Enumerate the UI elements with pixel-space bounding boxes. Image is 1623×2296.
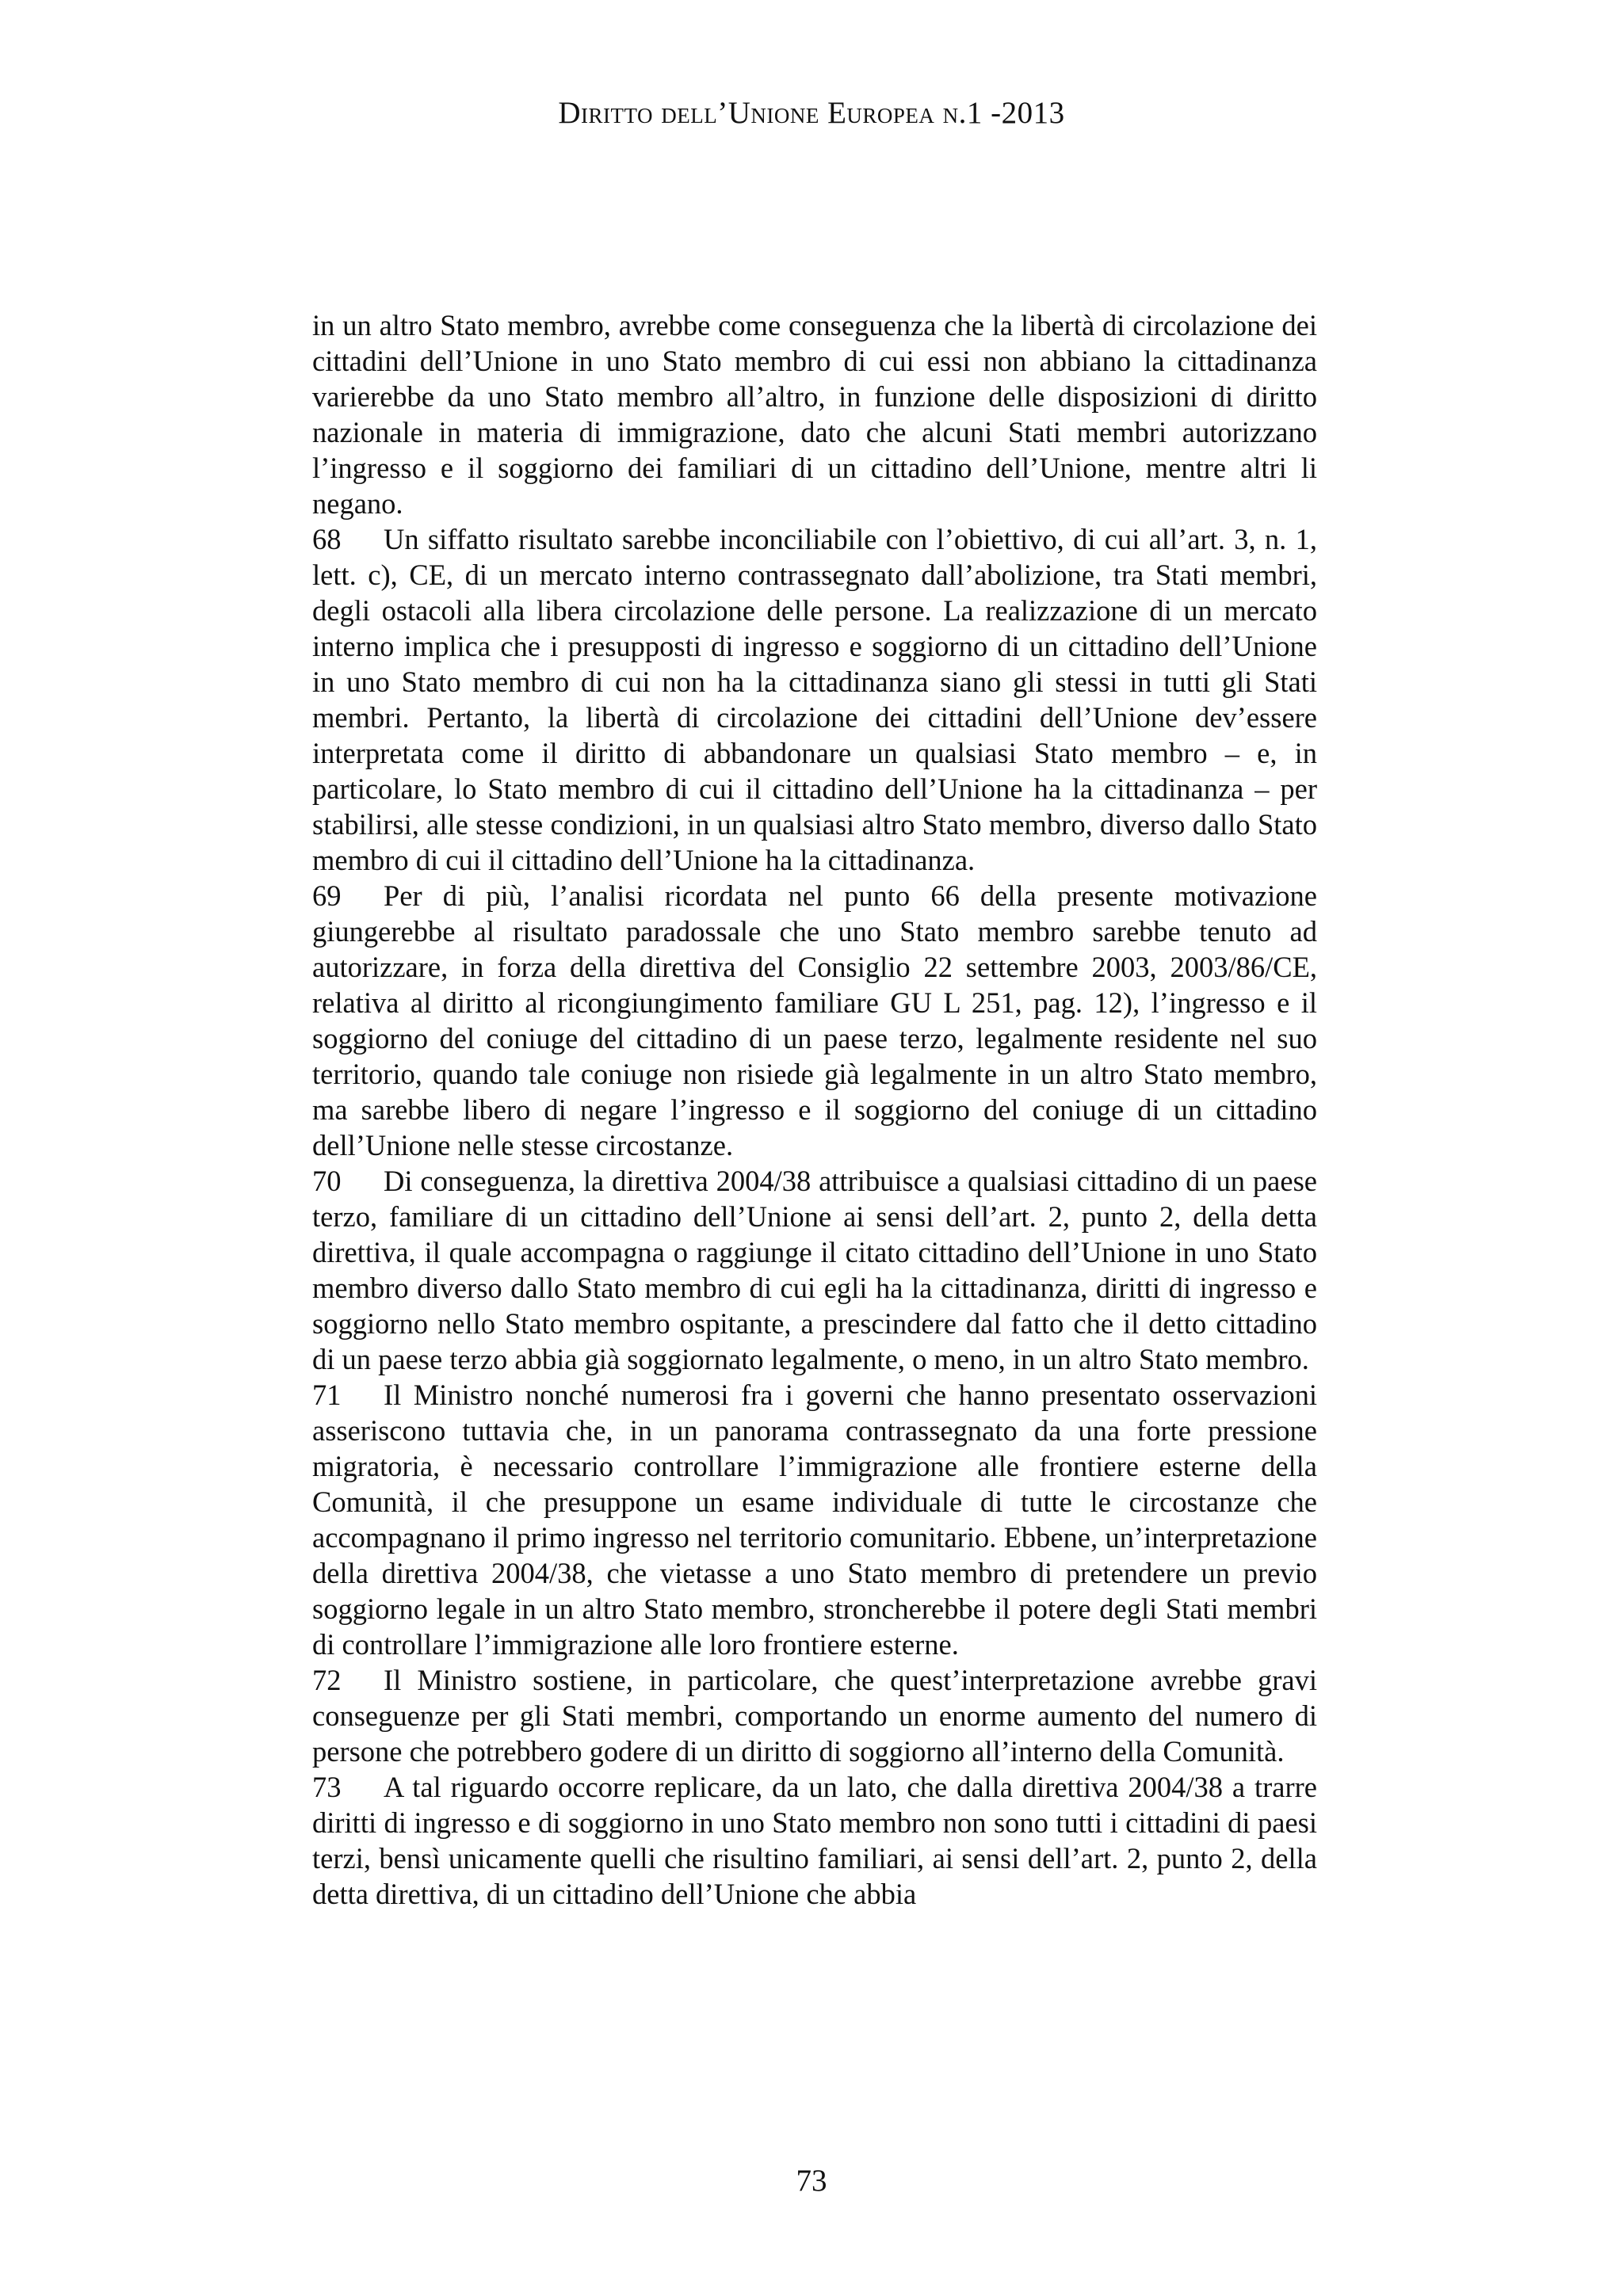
- paragraph-continuation: [312, 307, 1317, 521]
- paragraph-69: [312, 878, 1317, 1163]
- running-header: Diritto dell’Unione Europea n.1 -2013: [558, 96, 1065, 130]
- paragraph-number: 73: [312, 1771, 342, 1803]
- paragraph-text: Un siffatto risultato sarebbe inconciliabile con l’obiettivo, di cui all’art. 3, n. 1, lett. c), CE, di un mercato interno contrassegnato dall’abolizione, tra Stati membri, degli ostacoli alla libera circolazione delle persone. La realizzazione di un mercato interno implica che i presupposti di ingresso e soggiorno di un cittadino dell’Unione in uno Stato membro di cui non ha la cittadinanza siano gli stessi in tutti gli Stati membri. Pertanto, la libertà di circolazione dei cittadini dell’Unione dev’essere interpretata come il diritto di abbandonare un qualsiasi Stato membro – e, in particolare, lo Stato membro di cui il cittadino dell’Unione ha la cittadinanza – per stabilirsi, alle stesse condizioni, in un qualsiasi altro Stato membro, diverso dallo Stato membro di cui il cittadino dell’Unione ha la cittadinanza.: [312, 523, 1317, 876]
- paragraph-70: [312, 1163, 1317, 1377]
- paragraph-text: A tal riguardo occorre replicare, da un lato, che dalla direttiva 2004/38 a trarre diritti di ingresso e di soggiorno in uno Stato membro non sono tutti i cittadini di paesi terzi, bensì unicamente quelli che risultino familiari, ai sensi dell’art. 2, punto 2, della detta direttiva, di un cittadino dell’Unione che abbia: [312, 1771, 1317, 1910]
- paragraph-73: [312, 1769, 1317, 1912]
- paragraph-text: Di conseguenza, la direttiva 2004/38 attribuisce a qualsiasi cittadino di un paese terzo, familiare di un cittadino dell’Unione ai sensi dell’art. 2, punto 2, della detta direttiva, il quale accompagna o raggiunge il citato cittadino dell’Unione in uno Stato membro diverso dallo Stato membro di cui egli ha la cittadinanza, diritti di ingresso e soggiorno nello Stato membro ospitante, a prescindere dal fatto che il detto cittadino di un paese terzo abbia già soggiornato legalmente, o meno, in un altro Stato membro.: [312, 1165, 1317, 1375]
- paragraph-68: [312, 521, 1317, 878]
- paragraph-number: 72: [312, 1664, 342, 1696]
- paragraph-72: [312, 1662, 1317, 1769]
- page-number: 73: [796, 2164, 827, 2198]
- paragraph-number: 68: [312, 523, 342, 555]
- paragraph-text: Il Ministro nonché numerosi fra i governi che hanno presentato osservazioni asseriscono tuttavia che, in un panorama contrassegnato da una forte pressione migratoria, è necessario controllare l’immigrazione alle frontiere esterne della Comunità, il che presuppone un esame individuale di tutte le circostanze che accompagnano il primo ingresso nel territorio comunitario. Ebbene, un’interpretazione della direttiva 2004/38, che vietasse a uno Stato membro di pretendere un previo soggiorno legale in un altro Stato membro, stroncherebbe il potere degli Stati membri di controllare l’immigrazione alle loro frontiere esterne.: [312, 1379, 1317, 1661]
- paragraph-text: Per di più, l’analisi ricordata nel punto 66 della presente motivazione giungerebbe al risultato paradossale che uno Stato membro sarebbe tenuto ad autorizzare, in forza della direttiva del Consiglio 22 settembre 2003, 2003/86/CE, relativa al diritto al ricongiungimento familiare GU L 251, pag. 12), l’ingresso e il soggiorno del coniuge del cittadino di un paese terzo, legalmente residente nel suo territorio, quando tale coniuge non risiede già legalmente in un altro Stato membro, ma sarebbe libero di negare l’ingresso e il soggiorno del coniuge di un cittadino dell’Unione nelle stesse circostanze.: [312, 879, 1317, 1161]
- paragraph-number: 71: [312, 1379, 342, 1411]
- paragraph-text: in un altro Stato membro, avrebbe come conseguenza che la libertà di circolazione dei cittadini dell’Unione in uno Stato membro di cui essi non abbiano la cittadinanza varierebbe da uno Stato membro all’altro, in funzione delle disposizioni di diritto nazionale in materia di immigrazione, dato che alcuni Stati membri autorizzano l’ingresso e il soggiorno dei familiari di un cittadino dell’Unione, mentre altri li negano.: [312, 309, 1317, 520]
- paragraph-number: 70: [312, 1165, 342, 1197]
- paragraph-71: [312, 1377, 1317, 1662]
- paragraph-text: Il Ministro sostiene, in particolare, che quest’interpretazione avrebbe gravi conseguenze per gli Stati membri, comportando un enorme aumento del numero di persone che potrebbero godere di un diritto di soggiorno all’interno della Comunità.: [312, 1664, 1317, 1768]
- paragraph-number: 69: [312, 879, 342, 912]
- body-text: [312, 307, 1317, 1912]
